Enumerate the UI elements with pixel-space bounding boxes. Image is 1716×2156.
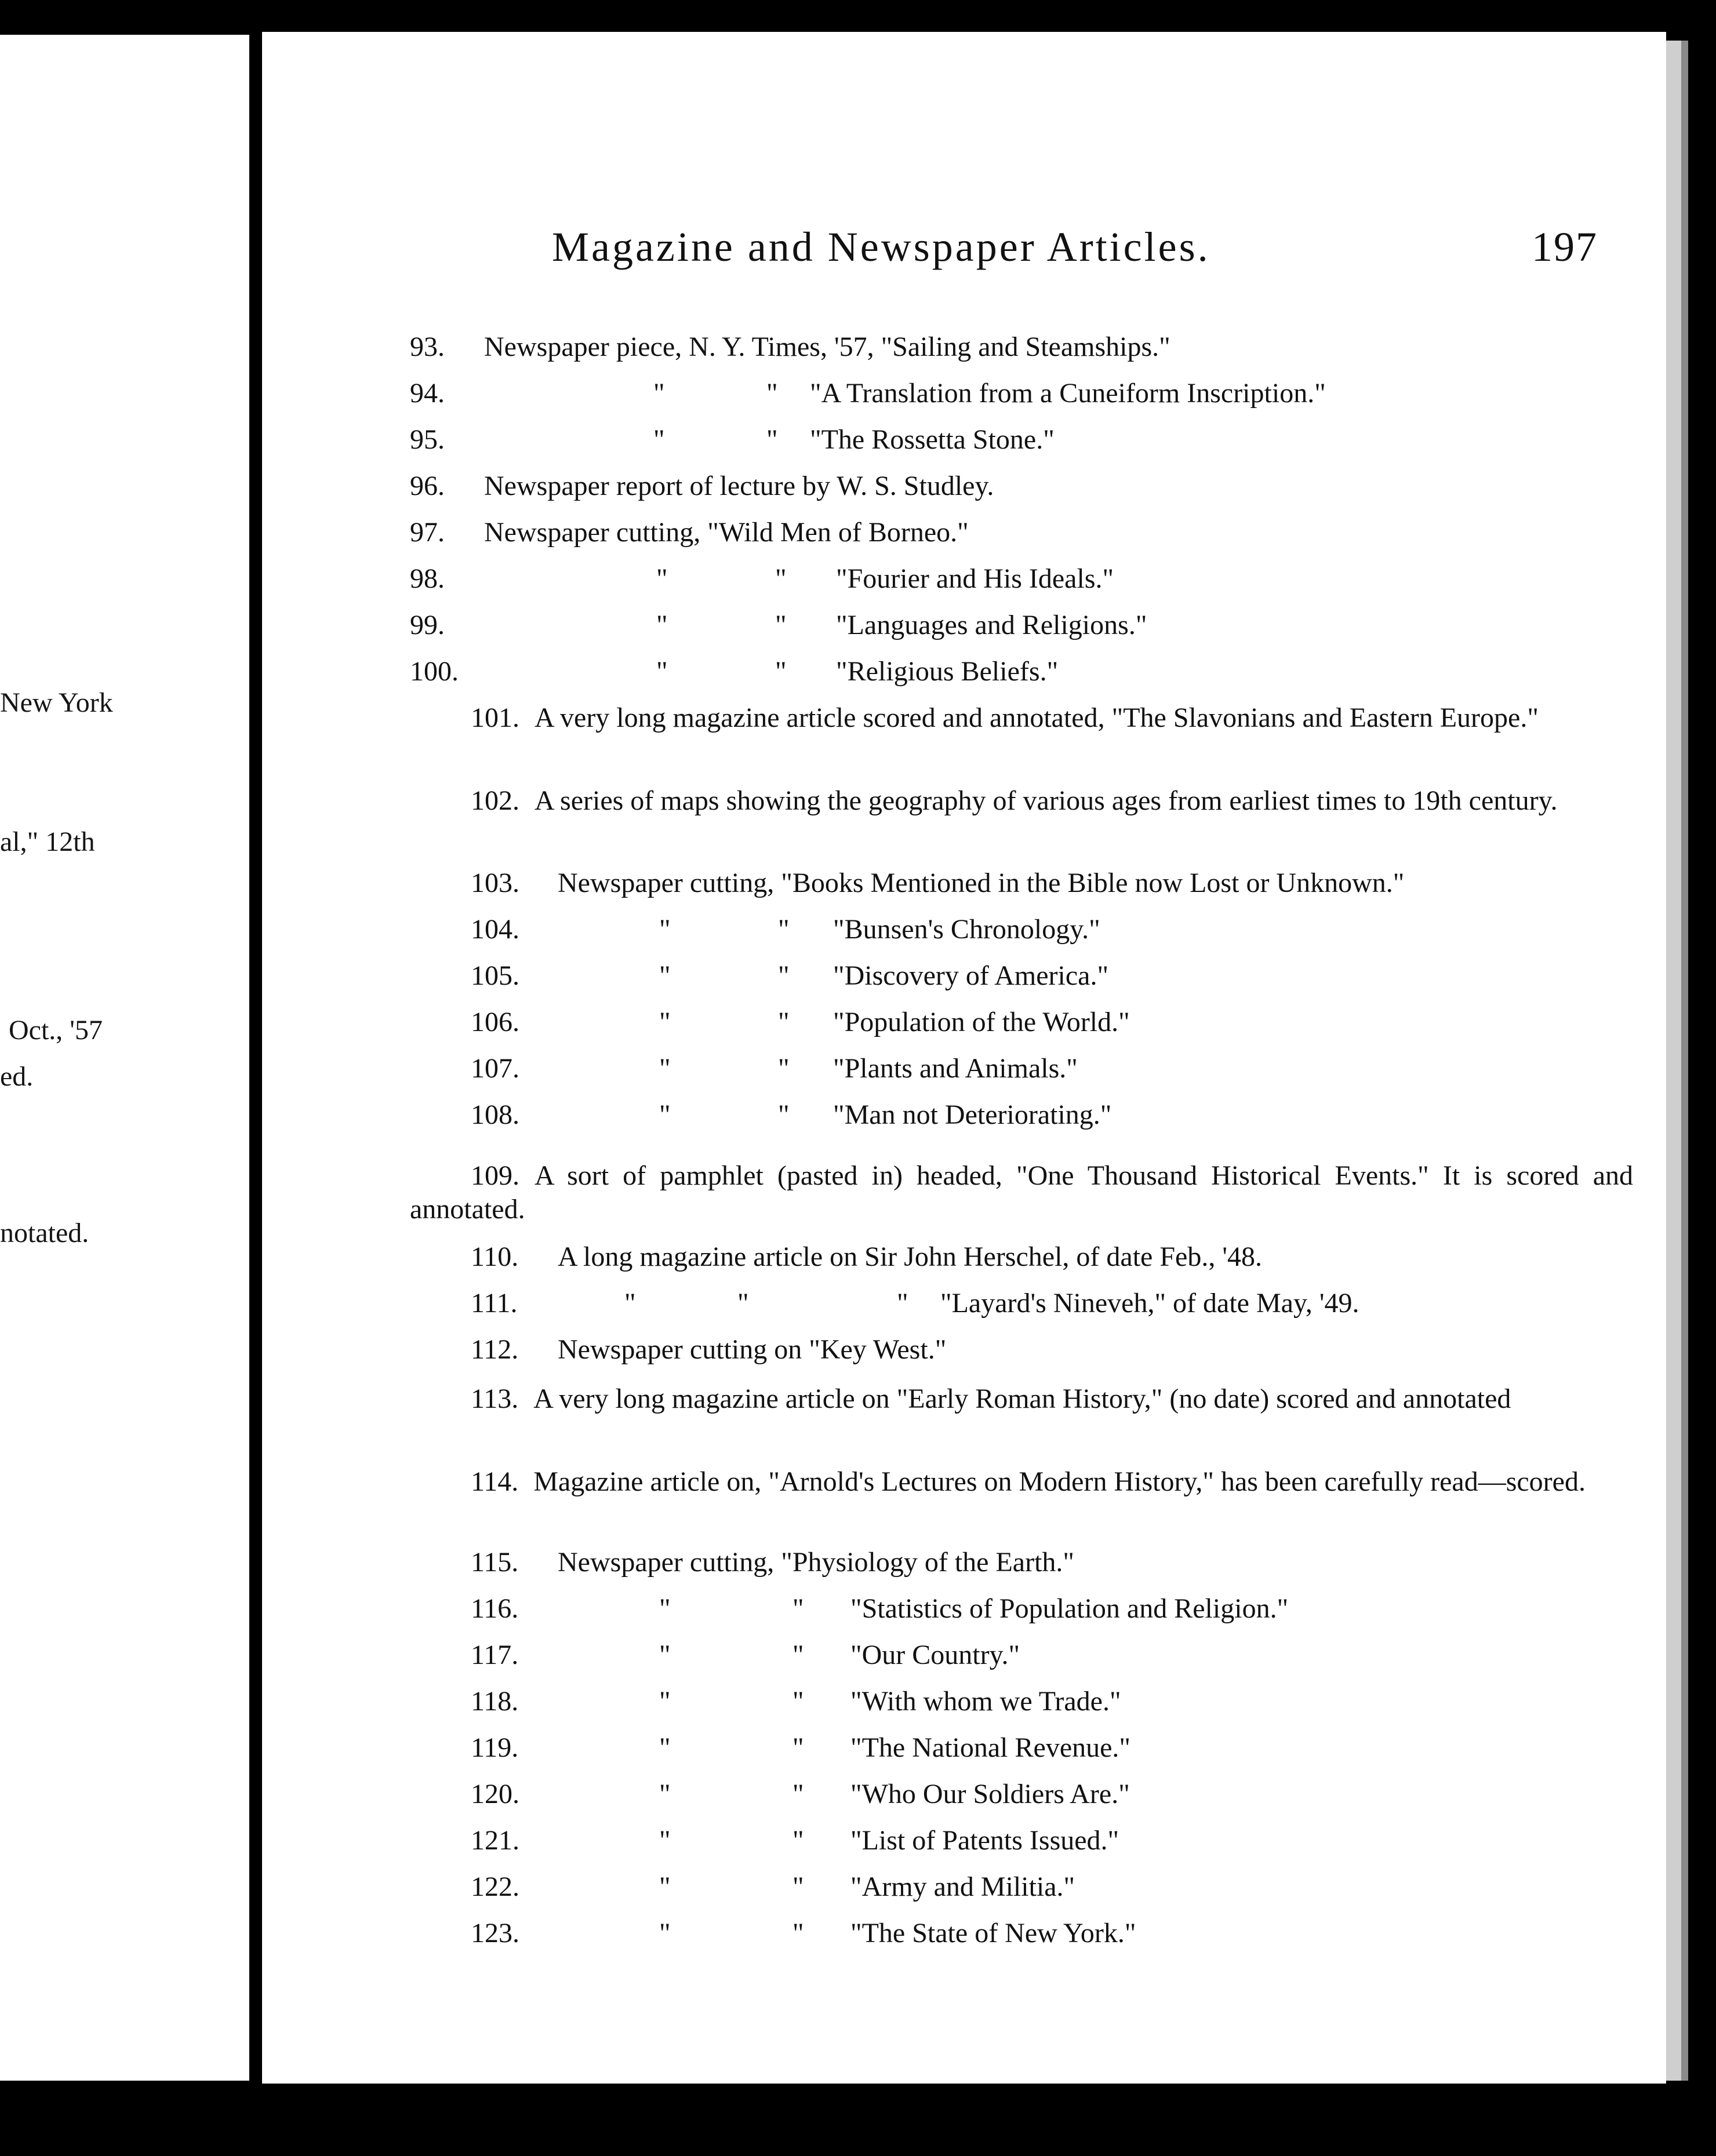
item-number: 114. (471, 1466, 519, 1497)
item-title: "The National Revenue." (850, 1732, 1131, 1763)
ditto-mark: " (792, 1825, 804, 1856)
item-number: 115. (471, 1547, 519, 1578)
item-title: "Plants and Animals." (833, 1053, 1078, 1084)
item-number: 120. (471, 1779, 519, 1809)
item-title: "The State of New York." (850, 1918, 1136, 1949)
page-edge-shadow (1681, 41, 1688, 2081)
item-text: Newspaper cutting, "Books Mentioned in the Bible now Lost or Unknown." (558, 868, 1405, 898)
ditto-mark: " (624, 1288, 636, 1319)
item-number: 118. (471, 1686, 519, 1717)
ditto-mark: " (659, 1918, 671, 1949)
item-text: A series of maps showing the geography of various ages from earliest times to 19th century. (535, 785, 1558, 816)
book-gutter (249, 35, 262, 2081)
item-text: Newspaper cutting, "Physiology of the Earth." (558, 1547, 1075, 1578)
list-item (410, 1159, 1633, 1226)
item-number: 103. (471, 868, 519, 898)
page (262, 32, 1666, 2084)
item-number: 112. (471, 1334, 519, 1365)
item-number: 104. (471, 914, 519, 945)
item-title: "Discovery of America." (833, 960, 1109, 991)
ditto-mark: " (792, 1918, 804, 1949)
list-item (410, 784, 1633, 818)
left-fragment: New York (0, 687, 113, 718)
ditto-mark: " (656, 610, 668, 640)
item-text: Newspaper report of lecture by W. S. Studley. (484, 471, 994, 501)
ditto-mark: " (659, 1593, 671, 1624)
list-item (410, 701, 1633, 735)
ditto-mark: " (778, 1007, 790, 1037)
item-number: 117. (471, 1640, 519, 1670)
ditto-mark: " (778, 1053, 790, 1084)
item-number: 110. (471, 1241, 519, 1272)
item-number: 102. (471, 785, 519, 816)
item-text: A very long magazine article scored and annotated, "The Slavonians and Eastern Europe." (535, 702, 1539, 733)
item-text: A sort of pamphlet (pasted in) headed, "One Thousand Historical Events." It is scored and annotated. (410, 1160, 1633, 1225)
ditto-mark: " (792, 1593, 804, 1624)
item-number: 109. (471, 1160, 519, 1191)
ditto-mark: " (656, 563, 668, 594)
ditto-mark: " (659, 1732, 671, 1763)
left-fragment: Oct., '57 (9, 1015, 103, 1046)
list-item (410, 1465, 1633, 1499)
item-text: Newspaper cutting, "Wild Men of Borneo." (484, 517, 969, 548)
ditto-mark: " (778, 914, 790, 945)
list-item (410, 1382, 1633, 1416)
ditto-mark: " (653, 378, 665, 409)
item-title: "A Translation from a Cuneiform Inscription." (810, 378, 1326, 409)
item-number: 108. (471, 1099, 519, 1130)
ditto-mark: " (775, 610, 787, 640)
ditto-mark: " (659, 1871, 671, 1902)
item-title: "Languages and Religions." (836, 610, 1147, 640)
item-number: 96. (410, 471, 445, 501)
ditto-mark: " (656, 656, 668, 687)
item-text: Newspaper piece, N. Y. Times, '57, "Sailing and Steamships." (484, 332, 1170, 362)
item-number: 94. (410, 378, 445, 409)
item-number: 93. (410, 332, 445, 362)
item-number: 122. (471, 1871, 519, 1902)
item-text: Newspaper cutting on "Key West." (558, 1334, 947, 1365)
left-fragment: al," 12th (0, 826, 95, 857)
ditto-mark: " (659, 1053, 671, 1084)
ditto-mark: " (766, 424, 778, 455)
ditto-mark: " (792, 1686, 804, 1717)
item-title: "The Rossetta Stone." (810, 424, 1055, 455)
item-title: "Statistics of Population and Religion." (850, 1593, 1289, 1624)
item-text: A long magazine article on Sir John Herschel, of date Feb., '48. (558, 1241, 1262, 1272)
item-title: "Layard's Nineveh," of date May, '49. (940, 1288, 1359, 1319)
page-edge (1666, 41, 1681, 2081)
facing-page-fragment (0, 35, 249, 2081)
running-head: Magazine and Newspaper Articles. (552, 224, 1210, 270)
item-title: "Our Country." (850, 1640, 1020, 1670)
item-number: 100. (410, 656, 459, 687)
item-number: 116. (471, 1593, 519, 1624)
item-title: "Fourier and His Ideals." (836, 563, 1114, 594)
item-number: 113. (471, 1383, 519, 1414)
left-fragment: notated. (0, 1218, 89, 1248)
ditto-mark: " (659, 1640, 671, 1670)
ditto-mark: " (737, 1288, 749, 1319)
ditto-mark: " (766, 378, 778, 409)
item-title: "List of Patents Issued." (850, 1825, 1119, 1856)
ditto-mark: " (792, 1640, 804, 1670)
item-title: "Man not Deteriorating." (833, 1099, 1112, 1130)
item-number: 106. (471, 1007, 519, 1037)
item-number: 121. (471, 1825, 519, 1856)
item-title: "Religious Beliefs." (836, 656, 1059, 687)
item-number: 95. (410, 424, 445, 455)
item-number: 98. (410, 563, 445, 594)
ditto-mark: " (659, 1686, 671, 1717)
item-number: 111. (471, 1288, 518, 1319)
item-title: "Who Our Soldiers Are." (850, 1779, 1130, 1809)
item-title: "Population of the World." (833, 1007, 1130, 1037)
ditto-mark: " (659, 1099, 671, 1130)
ditto-mark: " (792, 1871, 804, 1902)
item-number: 99. (410, 610, 445, 640)
ditto-mark: " (778, 1099, 790, 1130)
ditto-mark: " (775, 563, 787, 594)
ditto-mark: " (897, 1288, 908, 1319)
item-title: "Army and Militia." (850, 1871, 1075, 1902)
ditto-mark: " (792, 1732, 804, 1763)
item-number: 123. (471, 1918, 519, 1949)
item-number: 119. (471, 1732, 519, 1763)
ditto-mark: " (659, 1779, 671, 1809)
ditto-mark: " (653, 424, 665, 455)
page-number: 197 (1532, 224, 1598, 270)
item-title: "With whom we Trade." (850, 1686, 1121, 1717)
left-fragment: ed. (0, 1061, 34, 1092)
ditto-mark: " (775, 656, 787, 687)
item-number: 107. (471, 1053, 519, 1084)
item-number: 97. (410, 517, 445, 548)
item-number: 101. (471, 702, 519, 733)
ditto-mark: " (792, 1779, 804, 1809)
ditto-mark: " (778, 960, 790, 991)
item-title: "Bunsen's Chronology." (833, 914, 1100, 945)
item-text: Magazine article on, "Arnold's Lectures on Modern History," has been carefully read—scored. (533, 1466, 1586, 1497)
ditto-mark: " (659, 1825, 671, 1856)
item-text: A very long magazine article on "Early Roman History," (no date) scored and annotated (533, 1383, 1511, 1414)
ditto-mark: " (659, 960, 671, 991)
ditto-mark: " (659, 1007, 671, 1037)
item-number: 105. (471, 960, 519, 991)
ditto-mark: " (659, 914, 671, 945)
